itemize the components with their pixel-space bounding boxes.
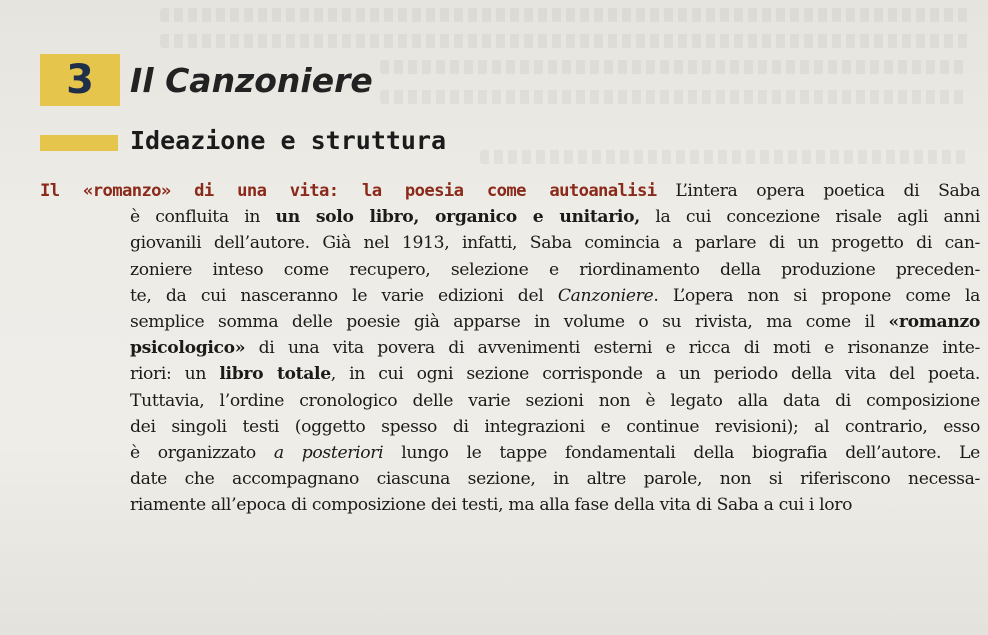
section-title: Ideazione e struttura [130,126,447,155]
text-run: lungo le tappe fondamentali della biografia dell’autore. Le [383,443,980,464]
text-run: , in cui ogni sezione corrisponde a un periodo della vita del poeta. [330,364,980,385]
chapter-title: Il Canzoniere [130,60,373,100]
chapter-number: 3 [40,54,120,106]
paragraph-line [40,257,980,283]
text-run: libro totale [219,364,331,385]
text-run: «romanzo [888,312,980,333]
text-run: è organizzato [130,443,274,464]
paragraph-lead: Il «romanzo» di una vita: la poesia come autoanalisi [40,181,657,201]
paragraph-line [40,230,980,256]
show-through-text [480,150,968,164]
text-run: di una vita povera di avvenimenti esterni e ricca di moti e risonanze inte- [245,338,980,359]
paragraph-line [40,309,980,335]
paragraph-line [40,492,980,518]
text-run: a posteriori [273,443,384,464]
show-through-text [160,8,968,22]
chapter-heading [40,52,373,108]
text-run: . L’opera non si propone come la [653,285,980,306]
text-run: giovanili dell’autore. Già nel 1913, infatti, Saba comincia a parlare di un progetto di can- [130,233,980,254]
text-run: Canzoniere [557,285,654,306]
text-run: date che accompagnano ciascuna sezione, in altre parole, non si riferiscono necessa- [130,469,980,490]
show-through-text [380,90,968,104]
text-run: L’intera opera poetica di Saba [675,181,980,201]
show-through-text [380,60,968,74]
paragraph-line [40,283,980,309]
text-run: psicologico» [130,338,246,359]
text-run: riamente all’epoca di composizione dei testi, ma alla fase della vita di Saba a cui i loro [130,495,853,516]
section-heading [40,126,446,155]
show-through-text [160,34,968,48]
text-run: riori: un [130,364,220,385]
text-run: la cui concezione risale agli anni [639,207,980,228]
text-run: dei singoli testi (oggetto spesso di integrazioni e continue revisioni); al contrario, esso [130,416,980,437]
paragraph-line [40,204,980,230]
paragraph-line [40,388,980,414]
paragraph-line [40,440,980,466]
paragraph-line [40,361,980,387]
text-run: te, da cui nasceranno le varie edizioni del [130,285,558,306]
paragraph-line [40,335,980,361]
text-run: Tuttavia, l’ordine cronologico delle varie sezioni non è legato alla data di composizione [130,390,980,411]
section-marker-bar [40,135,118,151]
text-run: un solo libro, organico e unitario, [275,207,640,228]
text-run: zoniere inteso come recupero, selezione e riordinamento della produzione preceden- [130,259,980,280]
text-run: è confluita in [130,207,276,228]
text-run: semplice somma delle poesie già apparse in volume o su rivista, ma come il [130,312,889,333]
paragraph-line [40,178,980,204]
paragraph-line [40,414,980,440]
paragraph-line [40,466,980,492]
paragraph [40,178,980,519]
